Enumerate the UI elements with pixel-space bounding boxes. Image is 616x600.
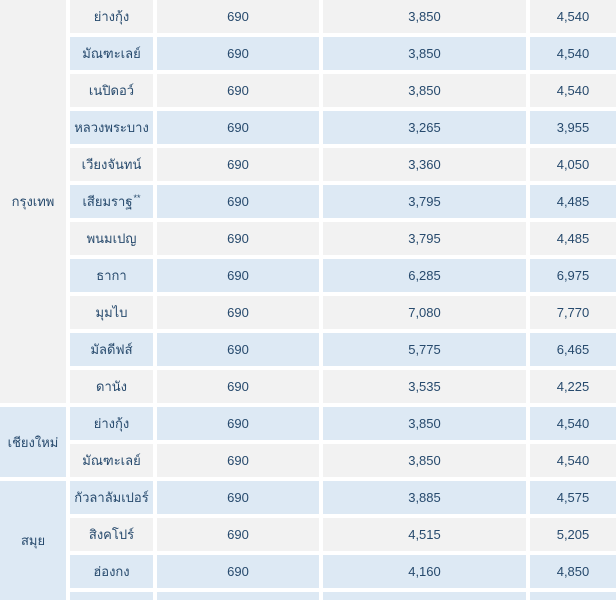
destination-cell [70, 74, 153, 107]
fare-cell: 690 [157, 74, 319, 107]
fare-cell: 7,080 [323, 296, 526, 329]
destination-cell [70, 481, 153, 514]
fare-cell: 4,225 [530, 370, 616, 403]
origin-group-cell: กรุงเทพ [0, 0, 66, 403]
fare-cell: 4,485 [530, 222, 616, 255]
destination-label: ธากา [96, 268, 127, 283]
footnote-marker: ** [133, 192, 141, 203]
fare-cell: 5,775 [323, 333, 526, 366]
destination-label: เนปิดอว์ [88, 83, 135, 98]
fare-cell: 690 [157, 518, 319, 551]
destination-cell [70, 0, 153, 33]
fare-cell: 3,955 [530, 111, 616, 144]
destination-label: มุมไบ [95, 305, 128, 320]
fare-cell: 4,540 [530, 407, 616, 440]
fare-cell: 4,540 [530, 74, 616, 107]
destination-cell [70, 111, 153, 144]
fare-cell: 690 [157, 37, 319, 70]
partial-row-cell [70, 592, 153, 600]
fare-cell: 6,975 [530, 259, 616, 292]
destination-label: มัณฑะเลย์ [82, 453, 141, 468]
destination-label: พนมเปญ [86, 231, 137, 246]
fare-cell: 4,540 [530, 37, 616, 70]
fare-cell: 3,850 [323, 37, 526, 70]
fare-cell: 690 [157, 407, 319, 440]
fare-cell: 690 [157, 333, 319, 366]
fare-cell: 4,050 [530, 148, 616, 181]
fare-cell: 3,885 [323, 481, 526, 514]
fare-cell: 690 [157, 185, 319, 218]
fare-cell: 690 [157, 222, 319, 255]
destination-cell [70, 407, 153, 440]
fare-cell: 4,485 [530, 185, 616, 218]
fare-cell: 690 [157, 555, 319, 588]
fare-cell: 6,285 [323, 259, 526, 292]
destination-cell [70, 222, 153, 255]
fare-cell: 690 [157, 296, 319, 329]
fare-cell: 690 [157, 148, 319, 181]
fare-cell: 690 [157, 111, 319, 144]
origin-group-cell: เชียงใหม่ [0, 407, 66, 477]
partial-row-cell [323, 592, 526, 600]
fare-cell: 690 [157, 259, 319, 292]
fare-cell: 6,465 [530, 333, 616, 366]
destination-label: หลวงพระบาง [74, 120, 149, 135]
fare-cell: 4,540 [530, 444, 616, 477]
fare-cell: 3,850 [323, 444, 526, 477]
destination-label: เวียงจันทน์ [81, 157, 142, 172]
destination-label: มัณฑะเลย์ [82, 46, 141, 61]
partial-row-cell [530, 592, 616, 600]
fare-cell: 3,265 [323, 111, 526, 144]
fare-cell: 690 [157, 481, 319, 514]
destination-cell [70, 185, 153, 218]
destination-cell [70, 148, 153, 181]
destination-cell [70, 296, 153, 329]
fare-cell: 690 [157, 444, 319, 477]
origin-group-cell: สมุย [0, 481, 66, 600]
fare-cell: 4,540 [530, 0, 616, 33]
destination-label: ย่างกุ้ง [93, 9, 130, 24]
fare-cell: 690 [157, 370, 319, 403]
fare-cell: 690 [157, 0, 319, 33]
destination-label: สิงคโปร์ [88, 527, 135, 542]
fare-cell: 4,850 [530, 555, 616, 588]
destination-label: เสียมราฐ [82, 194, 133, 209]
fare-cell: 4,515 [323, 518, 526, 551]
destination-cell [70, 518, 153, 551]
fare-cell: 3,850 [323, 0, 526, 33]
fare-cell: 5,205 [530, 518, 616, 551]
fare-cell: 3,850 [323, 74, 526, 107]
fare-cell: 3,850 [323, 407, 526, 440]
destination-label: ฮ่องกง [93, 564, 130, 579]
destination-label: กัวลาลัมเปอร์ [74, 490, 149, 505]
destination-label: ย่างกุ้ง [93, 416, 130, 431]
fare-cell: 3,360 [323, 148, 526, 181]
fare-cell: 3,795 [323, 185, 526, 218]
fare-cell: 3,795 [323, 222, 526, 255]
partial-row-cell [157, 592, 319, 600]
fare-cell: 4,160 [323, 555, 526, 588]
destination-label: มัลดีฟส์ [90, 342, 133, 357]
destination-label: ดานัง [96, 379, 127, 394]
destination-cell [70, 333, 153, 366]
destination-cell [70, 444, 153, 477]
fare-cell: 3,535 [323, 370, 526, 403]
destination-cell [70, 259, 153, 292]
destination-cell [70, 555, 153, 588]
fare-cell: 7,770 [530, 296, 616, 329]
destination-cell [70, 37, 153, 70]
destination-cell [70, 370, 153, 403]
fare-cell: 4,575 [530, 481, 616, 514]
